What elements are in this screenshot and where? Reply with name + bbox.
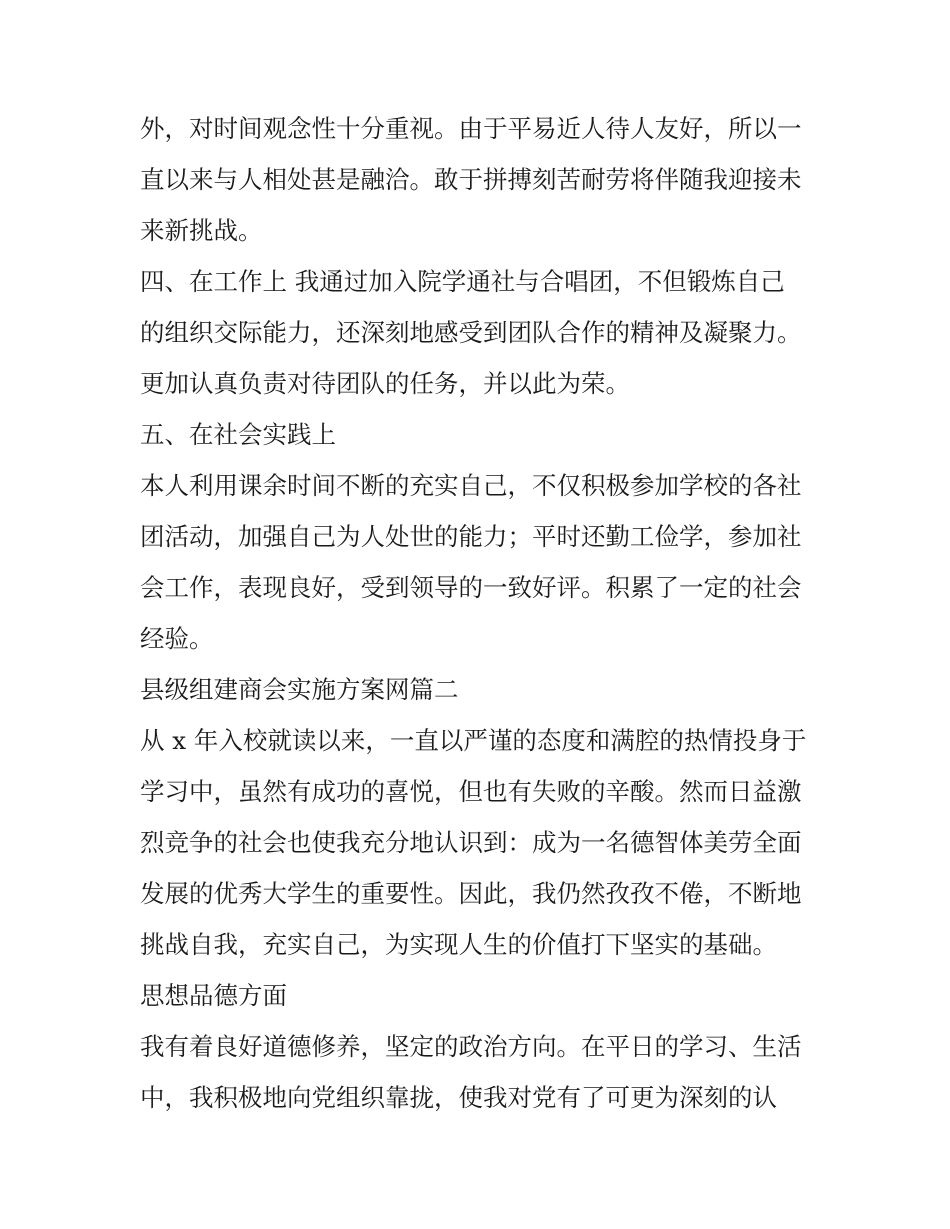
text-line: 直以来与人相处甚是融洽。敢于拼搏刻苦耐劳将伴随我迎接未	[140, 165, 802, 194]
text-line: 来新挑战。	[140, 216, 263, 245]
text-line: 中，我积极地向党组织靠拢，使我对党有了可更为深刻的认	[140, 1083, 777, 1112]
text-line: 经验。	[140, 624, 214, 653]
text-line: 发展的优秀大学生的重要性。因此，我仍然孜孜不倦，不断地	[140, 879, 802, 908]
text-line: 更加认真负责对待团队的任务，并以此为荣。	[140, 369, 630, 398]
text-line: 外，对时间观念性十分重视。由于平易近人待人友好，所以一	[140, 114, 802, 143]
text-line: 本人利用课余时间不断的充实自己，不仅积极参加学校的各社	[140, 471, 802, 500]
text-line: 烈竞争的社会也使我充分地认识到：成为一名德智体美劳全面	[140, 828, 802, 857]
text-line: 从 x 年入校就读以来，一直以严谨的态度和满腔的热情投身于	[140, 726, 807, 755]
section-heading-ideology: 思想品德方面	[140, 981, 287, 1010]
document-body	[140, 103, 820, 1123]
section-heading-social-practice: 五、在社会实践上	[140, 420, 336, 449]
text-line: 的组织交际能力，还深刻地感受到团队合作的精神及凝聚力。	[140, 318, 802, 347]
text-line: 会工作，表现良好，受到领导的一致好评。积累了一定的社会	[140, 573, 802, 602]
section-heading-work: 四、在工作上 我通过加入院学通社与合唱团，不但锻炼自己	[140, 267, 785, 296]
article-title-part-two: 县级组建商会实施方案网篇二	[140, 675, 459, 704]
text-line: 学习中，虽然有成功的喜悦，但也有失败的辛酸。然而日益激	[140, 777, 802, 806]
text-line: 团活动，加强自己为人处世的能力；平时还勤工俭学，参加社	[140, 522, 802, 551]
text-line: 我有着良好道德修养，坚定的政治方向。在平日的学习、生活	[140, 1032, 802, 1061]
text-line: 挑战自我，充实自己，为实现人生的价值打下坚实的基础。	[140, 930, 777, 959]
